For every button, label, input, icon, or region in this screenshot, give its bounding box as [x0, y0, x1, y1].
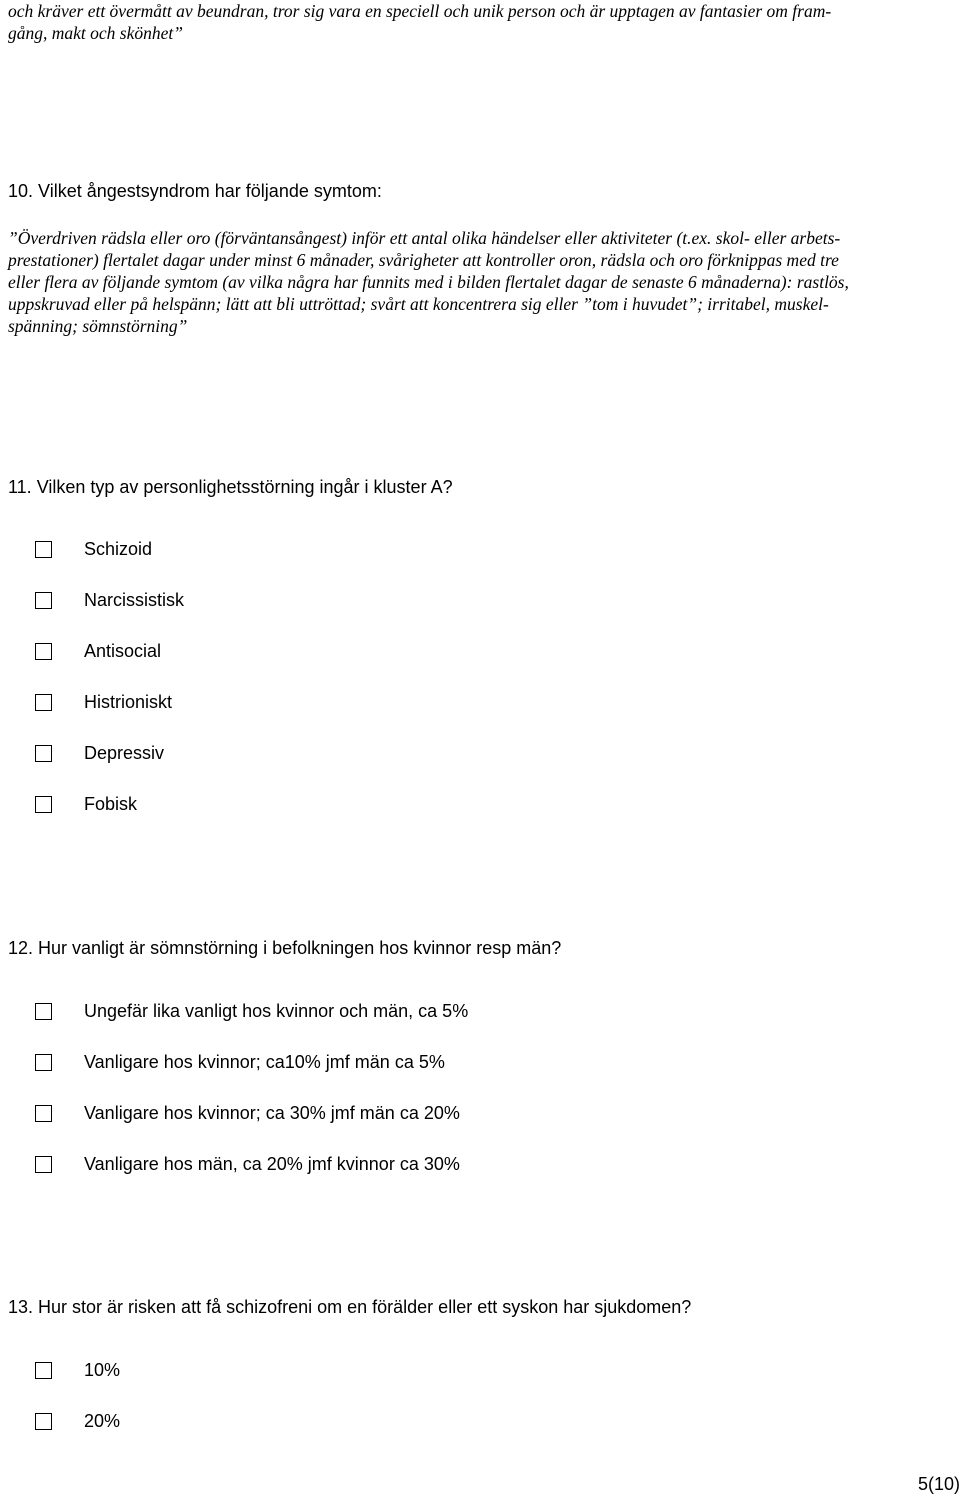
answer-option-label: Fobisk — [84, 793, 138, 814]
paragraph-line: gång, makt och skönhet” — [8, 23, 183, 43]
answer-option-label: Schizoid — [84, 538, 153, 559]
question-10-text-line: prestationer) flertalet dagar under minst 6 månader, svårigheter att kontroller oron, rädsla och oro förknippas med tre — [8, 250, 839, 270]
question-10-text-line: eller flera av följande symtom (av vilka några har funnits med i bilden flertalet dagar de senaste 6 månaderna): rastlös, — [8, 272, 849, 292]
answer-option[interactable] — [35, 999, 469, 1023]
checkbox[interactable] — [35, 1054, 52, 1071]
answer-option-label: Histrioniskt — [84, 691, 173, 712]
answer-option-label: Vanligare hos kvinnor; ca 30% jmf män ca 20% — [84, 1102, 460, 1123]
answer-option-label: 10% — [84, 1359, 121, 1380]
answer-option-label: Depressiv — [84, 742, 165, 763]
answer-option[interactable] — [35, 1358, 121, 1382]
answer-option[interactable] — [35, 690, 173, 714]
question-10-title: 10. Vilket ångestsyndrom har följande symtom: — [8, 181, 382, 201]
checkbox[interactable] — [35, 1156, 52, 1173]
checkbox[interactable] — [35, 541, 52, 558]
answer-option[interactable] — [35, 588, 185, 612]
answer-option-label: Ungefär lika vanligt hos kvinnor och män, ca 5% — [84, 1000, 469, 1021]
answer-option[interactable] — [35, 537, 153, 561]
checkbox[interactable] — [35, 1105, 52, 1122]
question-12-title: 12. Hur vanligt är sömnstörning i befolkningen hos kvinnor resp män? — [8, 938, 562, 958]
answer-option[interactable] — [35, 1050, 445, 1074]
checkbox[interactable] — [35, 1362, 52, 1379]
paragraph-line: och kräver ett övermått av beundran, tror sig vara en speciell och unik person och är upptagen av fantasier om fram- — [8, 1, 832, 21]
answer-option[interactable] — [35, 792, 138, 816]
question-10-text-line: uppskruvad eller på helspänn; lätt att bli uttröttad; svårt att koncentrera sig eller ”tom i huvudet”; irritabel, muskel- — [8, 294, 829, 314]
question-13-title: 13. Hur stor är risken att få schizofreni om en förälder eller ett syskon har sjukdomen? — [8, 1297, 692, 1317]
answer-option[interactable] — [35, 639, 162, 663]
answer-option-label: 20% — [84, 1410, 121, 1431]
answer-option[interactable] — [35, 1409, 121, 1433]
answer-option[interactable] — [35, 1152, 460, 1176]
answer-option-label: Antisocial — [84, 640, 162, 661]
answer-option-label: Vanligare hos kvinnor; ca10% jmf män ca 5% — [84, 1051, 445, 1072]
checkbox[interactable] — [35, 796, 52, 813]
page-number: 5(10) — [917, 1474, 960, 1494]
checkbox[interactable] — [35, 745, 52, 762]
question-10-text-line: ”Överdriven rädsla eller oro (förväntansångest) inför ett antal olika händelser eller aktiviteter (t.ex. skol- eller arbets- — [8, 228, 841, 248]
question-11-title: 11. Vilken typ av personlighetsstörning ingår i kluster A? — [8, 477, 453, 497]
answer-option-label: Vanligare hos män, ca 20% jmf kvinnor ca 30% — [84, 1153, 460, 1174]
checkbox[interactable] — [35, 592, 52, 609]
answer-option[interactable] — [35, 741, 165, 765]
answer-option[interactable] — [35, 1101, 460, 1125]
checkbox[interactable] — [35, 694, 52, 711]
answer-option-label: Narcissistisk — [84, 589, 185, 610]
checkbox[interactable] — [35, 643, 52, 660]
question-10-text-line: spänning; sömnstörning” — [8, 316, 188, 336]
checkbox[interactable] — [35, 1003, 52, 1020]
checkbox[interactable] — [35, 1413, 52, 1430]
